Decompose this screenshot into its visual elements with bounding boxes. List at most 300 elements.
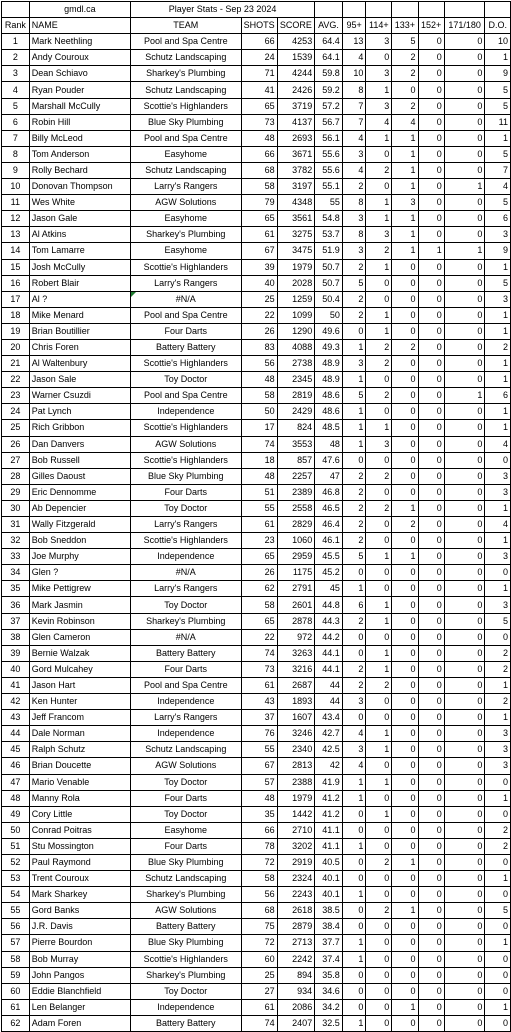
- team-cell: Blue Sky Plumbing: [130, 854, 241, 870]
- avg-cell: 47.6: [315, 452, 343, 468]
- count-95-cell: 10: [342, 66, 366, 82]
- rank-cell: 37: [2, 613, 30, 629]
- shots-cell: 68: [241, 903, 277, 919]
- avg-cell: 45.5: [315, 549, 343, 565]
- shots-cell: 72: [241, 935, 277, 951]
- score-cell: 3782: [277, 162, 315, 178]
- count-171-180-cell: 0: [444, 436, 485, 452]
- shots-cell: 25: [241, 967, 277, 983]
- team-cell: Battery Battery: [130, 1015, 241, 1031]
- shots-cell: 18: [241, 452, 277, 468]
- count-171-180-cell: 0: [444, 291, 485, 307]
- table-row: [2, 581, 511, 597]
- score-cell: 894: [277, 967, 315, 983]
- count-152-cell: 0: [418, 211, 444, 227]
- count-152-cell: 0: [418, 356, 444, 372]
- count-171-180-cell: 1: [444, 388, 485, 404]
- count-171-180-cell: 0: [444, 533, 485, 549]
- player-name-cell: Jason Gale: [29, 211, 130, 227]
- count-95-cell: 2: [342, 291, 366, 307]
- count-171-180-cell: 0: [444, 404, 485, 420]
- count-95-cell: 0: [342, 645, 366, 661]
- do-cell: 0: [485, 452, 511, 468]
- score-cell: 2738: [277, 356, 315, 372]
- count-171-180-cell: 0: [444, 999, 485, 1015]
- team-cell: Four Darts: [130, 838, 241, 854]
- count-114-cell: 1: [366, 82, 392, 98]
- count-171-180-cell: 0: [444, 146, 485, 162]
- do-cell: 1: [485, 710, 511, 726]
- table-row: [2, 82, 511, 98]
- score-cell: 1607: [277, 710, 315, 726]
- table-row: [2, 694, 511, 710]
- team-cell: Easyhome: [130, 211, 241, 227]
- avg-cell: 44: [315, 694, 343, 710]
- table-row: [2, 227, 511, 243]
- count-152-cell: 0: [418, 162, 444, 178]
- count-133-cell: 0: [392, 694, 418, 710]
- avg-cell: 48.9: [315, 372, 343, 388]
- count-114-cell: 0: [366, 452, 392, 468]
- score-cell: 1259: [277, 291, 315, 307]
- player-name-cell: John Pangos: [29, 967, 130, 983]
- score-cell: 1060: [277, 533, 315, 549]
- count-152-cell: 0: [418, 565, 444, 581]
- table-row: [2, 517, 511, 533]
- table-row: [2, 98, 511, 114]
- do-cell: 5: [485, 613, 511, 629]
- player-name-cell: Brian Boutillier: [29, 323, 130, 339]
- count-95-cell: 0: [342, 629, 366, 645]
- score-cell: 1893: [277, 694, 315, 710]
- count-152-cell: 0: [418, 291, 444, 307]
- count-171-180-cell: 0: [444, 162, 485, 178]
- score-cell: 2687: [277, 677, 315, 693]
- player-name-cell: Al ?: [29, 291, 130, 307]
- table-row: [2, 114, 511, 130]
- player-name-cell: Tom Lamarre: [29, 243, 130, 259]
- count-152-cell: 0: [418, 774, 444, 790]
- score-cell: 3671: [277, 146, 315, 162]
- player-name-cell: Marshall McCully: [29, 98, 130, 114]
- col-header-name: NAME: [29, 18, 130, 34]
- player-name-cell: Ken Hunter: [29, 694, 130, 710]
- rank-cell: 29: [2, 484, 30, 500]
- avg-cell: 54.8: [315, 211, 343, 227]
- count-152-cell: 0: [418, 661, 444, 677]
- score-cell: 4253: [277, 34, 315, 50]
- avg-cell: 55.6: [315, 162, 343, 178]
- count-95-cell: 1: [342, 838, 366, 854]
- rank-cell: 32: [2, 533, 30, 549]
- count-133-cell: 5: [392, 34, 418, 50]
- team-cell: Toy Doctor: [130, 806, 241, 822]
- do-cell: 3: [485, 291, 511, 307]
- count-114-cell: 1: [366, 549, 392, 565]
- do-cell: 4: [485, 179, 511, 195]
- shots-cell: 72: [241, 854, 277, 870]
- shots-cell: 61: [241, 677, 277, 693]
- do-cell: 2: [485, 694, 511, 710]
- count-171-180-cell: 0: [444, 887, 485, 903]
- do-cell: 5: [485, 903, 511, 919]
- rank-cell: 38: [2, 629, 30, 645]
- count-114-cell: 0: [366, 935, 392, 951]
- count-114-cell: 1: [366, 323, 392, 339]
- rank-cell: 12: [2, 211, 30, 227]
- count-114-cell: 0: [366, 484, 392, 500]
- do-cell: 3: [485, 227, 511, 243]
- score-cell: 3263: [277, 645, 315, 661]
- player-name-cell: Robert Blair: [29, 275, 130, 291]
- avg-cell: 59.8: [315, 66, 343, 82]
- count-152-cell: 0: [418, 517, 444, 533]
- player-name-cell: Jeff Francom: [29, 710, 130, 726]
- player-name-cell: Mark Sharkey: [29, 887, 130, 903]
- shots-cell: 55: [241, 500, 277, 516]
- count-152-cell: 0: [418, 404, 444, 420]
- count-152-cell: 0: [418, 967, 444, 983]
- count-95-cell: 0: [342, 710, 366, 726]
- shots-cell: 74: [241, 645, 277, 661]
- table-row: [2, 806, 511, 822]
- shots-cell: 66: [241, 146, 277, 162]
- score-cell: 2324: [277, 871, 315, 887]
- shots-cell: 83: [241, 339, 277, 355]
- team-cell: Toy Doctor: [130, 372, 241, 388]
- table-row: [2, 388, 511, 404]
- shots-cell: 22: [241, 629, 277, 645]
- sheet-title: Player Stats - Sep 23 2024: [130, 2, 314, 18]
- count-171-180-cell: 0: [444, 452, 485, 468]
- team-cell: Scottie's Highlanders: [130, 259, 241, 275]
- count-152-cell: 0: [418, 179, 444, 195]
- player-name-cell: Ralph Schutz: [29, 742, 130, 758]
- count-133-cell: 0: [392, 983, 418, 999]
- avg-cell: 57.2: [315, 98, 343, 114]
- do-cell: 6: [485, 388, 511, 404]
- shots-cell: 71: [241, 66, 277, 82]
- shots-cell: 61: [241, 999, 277, 1015]
- score-cell: 2257: [277, 468, 315, 484]
- rank-cell: 14: [2, 243, 30, 259]
- count-95-cell: 0: [342, 967, 366, 983]
- team-cell: Larry's Rangers: [130, 179, 241, 195]
- team-cell: Sharkey's Plumbing: [130, 613, 241, 629]
- table-row: [2, 871, 511, 887]
- avg-cell: 40.1: [315, 871, 343, 887]
- rank-cell: 3: [2, 66, 30, 82]
- table-row: [2, 613, 511, 629]
- score-cell: 4348: [277, 195, 315, 211]
- count-95-cell: 1: [342, 790, 366, 806]
- count-152-cell: 0: [418, 629, 444, 645]
- do-cell: 1: [485, 581, 511, 597]
- count-171-180-cell: 0: [444, 130, 485, 146]
- score-cell: 4244: [277, 66, 315, 82]
- count-171-180-cell: 0: [444, 967, 485, 983]
- shots-cell: 75: [241, 919, 277, 935]
- shots-cell: 66: [241, 822, 277, 838]
- rank-cell: 20: [2, 339, 30, 355]
- player-name-cell: Bob Murray: [29, 951, 130, 967]
- count-152-cell: 0: [418, 195, 444, 211]
- count-95-cell: 3: [342, 146, 366, 162]
- team-cell: Sharkey's Plumbing: [130, 227, 241, 243]
- count-95-cell: 2: [342, 468, 366, 484]
- do-cell: 1: [485, 50, 511, 66]
- do-cell: 1: [485, 999, 511, 1015]
- do-cell: 6: [485, 211, 511, 227]
- count-95-cell: 0: [342, 999, 366, 1015]
- count-133-cell: 0: [392, 806, 418, 822]
- player-name-cell: Brian Doucette: [29, 758, 130, 774]
- col-header-95: 95+: [342, 18, 366, 34]
- count-95-cell: 0: [342, 871, 366, 887]
- do-cell: 1: [485, 404, 511, 420]
- player-name-cell: Wes White: [29, 195, 130, 211]
- shots-cell: 57: [241, 774, 277, 790]
- rank-cell: 53: [2, 871, 30, 887]
- do-cell: 3: [485, 742, 511, 758]
- avg-cell: 32.5: [315, 1015, 343, 1031]
- team-cell: Scottie's Highlanders: [130, 533, 241, 549]
- shots-cell: 35: [241, 806, 277, 822]
- count-114-cell: 2: [366, 677, 392, 693]
- count-114-cell: 4: [366, 114, 392, 130]
- count-171-180-cell: 0: [444, 629, 485, 645]
- table-row: [2, 983, 511, 999]
- count-95-cell: 2: [342, 179, 366, 195]
- count-152-cell: 0: [418, 227, 444, 243]
- team-cell: Larry's Rangers: [130, 517, 241, 533]
- do-cell: 0: [485, 951, 511, 967]
- player-name-cell: Adam Foren: [29, 1015, 130, 1031]
- table-row: [2, 887, 511, 903]
- count-95-cell: 0: [342, 806, 366, 822]
- team-cell: Scottie's Highlanders: [130, 98, 241, 114]
- score-cell: 4137: [277, 114, 315, 130]
- count-95-cell: 1: [342, 887, 366, 903]
- do-cell: 2: [485, 339, 511, 355]
- avg-cell: 55.1: [315, 179, 343, 195]
- avg-cell: 49.6: [315, 323, 343, 339]
- team-cell: Four Darts: [130, 790, 241, 806]
- count-152-cell: 0: [418, 1015, 444, 1031]
- score-cell: 824: [277, 420, 315, 436]
- table-row: [2, 162, 511, 178]
- player-name-cell: Eric Dennomme: [29, 484, 130, 500]
- do-cell: 0: [485, 854, 511, 870]
- table-row: [2, 468, 511, 484]
- count-114-cell: 1: [366, 661, 392, 677]
- player-name-cell: J.R. Davis: [29, 919, 130, 935]
- count-114-cell: 0: [366, 50, 392, 66]
- score-cell: 2429: [277, 404, 315, 420]
- rank-cell: 15: [2, 259, 30, 275]
- count-133-cell: 1: [392, 999, 418, 1015]
- count-152-cell: 0: [418, 581, 444, 597]
- count-171-180-cell: 0: [444, 710, 485, 726]
- shots-cell: 74: [241, 1015, 277, 1031]
- do-cell: 4: [485, 436, 511, 452]
- score-cell: 934: [277, 983, 315, 999]
- col-header-do: D.O.: [485, 18, 511, 34]
- count-95-cell: 2: [342, 613, 366, 629]
- player-name-cell: Conrad Poitras: [29, 822, 130, 838]
- count-95-cell: 1: [342, 372, 366, 388]
- rank-cell: 5: [2, 98, 30, 114]
- team-cell: Easyhome: [130, 146, 241, 162]
- count-114-cell: 2: [366, 903, 392, 919]
- count-114-cell: 0: [366, 404, 392, 420]
- count-114-cell: 0: [366, 983, 392, 999]
- rank-cell: 30: [2, 500, 30, 516]
- rank-cell: 46: [2, 758, 30, 774]
- shots-cell: 27: [241, 983, 277, 999]
- rank-cell: 11: [2, 195, 30, 211]
- avg-cell: 38.4: [315, 919, 343, 935]
- team-cell: Independence: [130, 694, 241, 710]
- count-171-180-cell: 0: [444, 822, 485, 838]
- avg-cell: 40.5: [315, 854, 343, 870]
- count-133-cell: 0: [392, 420, 418, 436]
- count-114-cell: 2: [366, 854, 392, 870]
- player-name-cell: Mark Neethling: [29, 34, 130, 50]
- count-133-cell: 0: [392, 82, 418, 98]
- count-95-cell: 1: [342, 1015, 366, 1031]
- score-cell: 3216: [277, 661, 315, 677]
- score-cell: 3475: [277, 243, 315, 259]
- rank-cell: 45: [2, 742, 30, 758]
- do-cell: 7: [485, 162, 511, 178]
- avg-cell: 59.2: [315, 82, 343, 98]
- team-cell: Larry's Rangers: [130, 710, 241, 726]
- score-cell: 1442: [277, 806, 315, 822]
- count-171-180-cell: 0: [444, 742, 485, 758]
- player-name-cell: Al Waltenbury: [29, 356, 130, 372]
- count-95-cell: 7: [342, 114, 366, 130]
- avg-cell: 37.4: [315, 951, 343, 967]
- count-152-cell: 0: [418, 677, 444, 693]
- do-cell: 0: [485, 967, 511, 983]
- count-95-cell: 13: [342, 34, 366, 50]
- shots-cell: 39: [241, 259, 277, 275]
- count-152-cell: 0: [418, 420, 444, 436]
- score-cell: 2959: [277, 549, 315, 565]
- player-name-cell: Gord Banks: [29, 903, 130, 919]
- score-cell: 2086: [277, 999, 315, 1015]
- team-cell: Pool and Spa Centre: [130, 388, 241, 404]
- avg-cell: 56.1: [315, 130, 343, 146]
- rank-cell: 2: [2, 50, 30, 66]
- score-cell: 2710: [277, 822, 315, 838]
- count-133-cell: 0: [392, 597, 418, 613]
- score-cell: 2426: [277, 82, 315, 98]
- score-cell: 1290: [277, 323, 315, 339]
- count-171-180-cell: 0: [444, 613, 485, 629]
- count-152-cell: 0: [418, 500, 444, 516]
- count-171-180-cell: 0: [444, 790, 485, 806]
- rank-cell: 17: [2, 291, 30, 307]
- rank-cell: 31: [2, 517, 30, 533]
- rank-cell: 23: [2, 388, 30, 404]
- score-cell: 2028: [277, 275, 315, 291]
- count-114-cell: 0: [366, 838, 392, 854]
- count-114-cell: 0: [366, 919, 392, 935]
- count-114-cell: 3: [366, 227, 392, 243]
- team-cell: Schutz Landscaping: [130, 162, 241, 178]
- count-171-180-cell: 0: [444, 919, 485, 935]
- player-name-cell: Bob Sneddon: [29, 533, 130, 549]
- do-cell: 1: [485, 533, 511, 549]
- rank-cell: 54: [2, 887, 30, 903]
- do-cell: 2: [485, 645, 511, 661]
- count-152-cell: 0: [418, 484, 444, 500]
- shots-cell: 58: [241, 388, 277, 404]
- player-name-cell: Ryan Pouder: [29, 82, 130, 98]
- score-cell: 2813: [277, 758, 315, 774]
- count-114-cell: 2: [366, 356, 392, 372]
- shots-cell: 37: [241, 710, 277, 726]
- score-cell: 3246: [277, 726, 315, 742]
- table-row: [2, 951, 511, 967]
- count-133-cell: 3: [392, 195, 418, 211]
- do-cell: 2: [485, 838, 511, 854]
- table-row: [2, 404, 511, 420]
- count-133-cell: 1: [392, 549, 418, 565]
- table-row: [2, 645, 511, 661]
- rank-cell: 59: [2, 967, 30, 983]
- table-row: [2, 661, 511, 677]
- count-114-cell: 1: [366, 307, 392, 323]
- shots-cell: 25: [241, 291, 277, 307]
- table-row: [2, 436, 511, 452]
- table-row: [2, 597, 511, 613]
- do-cell: 0: [485, 806, 511, 822]
- count-133-cell: 0: [392, 452, 418, 468]
- do-cell: 1: [485, 130, 511, 146]
- count-171-180-cell: 0: [444, 307, 485, 323]
- score-cell: 3202: [277, 838, 315, 854]
- shots-cell: 73: [241, 114, 277, 130]
- count-133-cell: 2: [392, 66, 418, 82]
- team-cell: #N/A: [130, 565, 241, 581]
- table-row: [2, 790, 511, 806]
- do-cell: 5: [485, 275, 511, 291]
- do-cell: 4: [485, 517, 511, 533]
- count-133-cell: 0: [392, 677, 418, 693]
- team-cell: Independence: [130, 726, 241, 742]
- score-cell: 2878: [277, 613, 315, 629]
- count-114-cell: 1: [366, 742, 392, 758]
- count-95-cell: 8: [342, 195, 366, 211]
- count-171-180-cell: 0: [444, 871, 485, 887]
- count-133-cell: 2: [392, 98, 418, 114]
- count-114-cell: 0: [366, 871, 392, 887]
- count-114-cell: 1: [366, 774, 392, 790]
- do-cell: 1: [485, 307, 511, 323]
- player-name-cell: Glen ?: [29, 565, 130, 581]
- do-cell: 0: [485, 774, 511, 790]
- count-95-cell: 1: [342, 339, 366, 355]
- avg-cell: 51.9: [315, 243, 343, 259]
- rank-cell: 22: [2, 372, 30, 388]
- count-171-180-cell: 0: [444, 694, 485, 710]
- count-133-cell: 0: [392, 790, 418, 806]
- avg-cell: 55.6: [315, 146, 343, 162]
- score-cell: 2601: [277, 597, 315, 613]
